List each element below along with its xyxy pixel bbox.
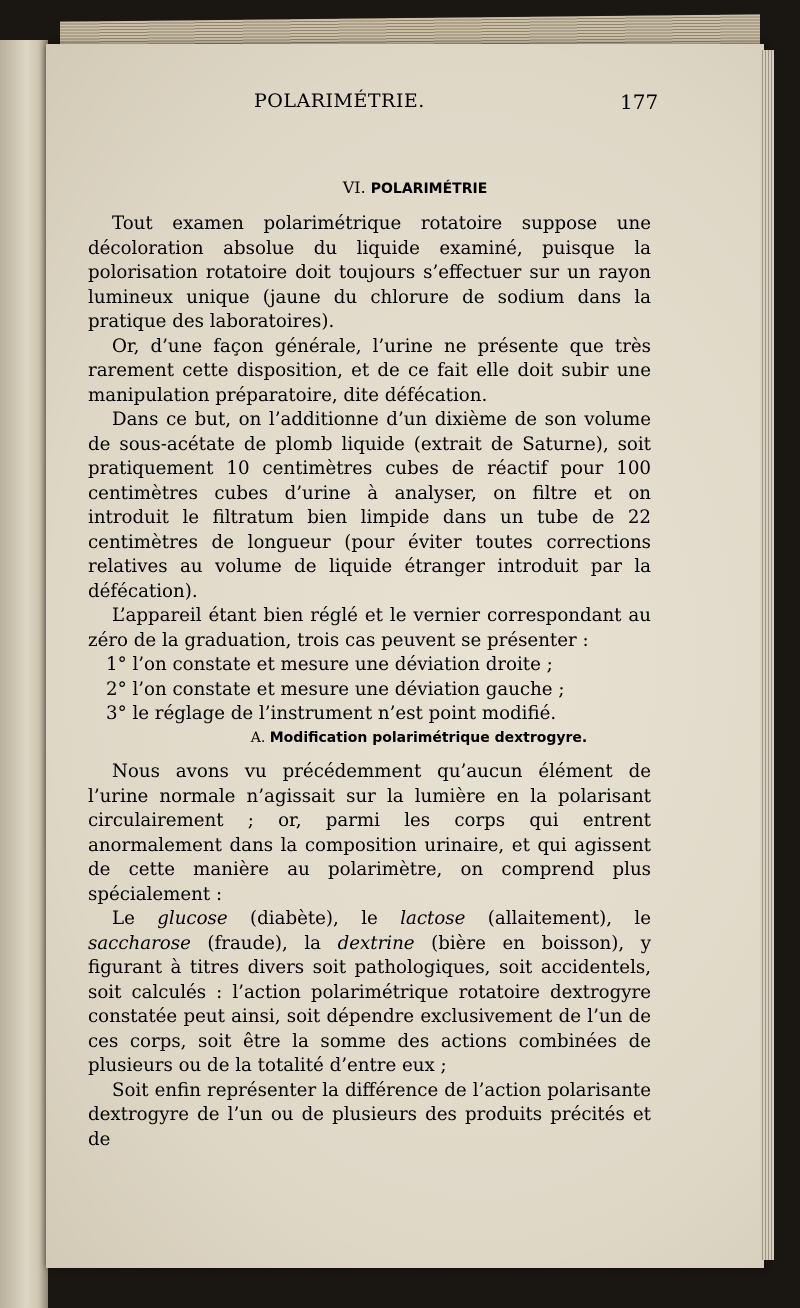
paragraph: Nous avons vu précédemment qu’aucun élément de l’urine normale n’agissait sur la lumière en la polarisant circulairement ; or, parmi les corps qui entrent anormalement dans la composition urinaire, et qui agissent de cette manière au polarimètre, on comprend plus spécialement : — [88, 761, 651, 905]
facing-page-edge — [0, 40, 48, 1308]
text-run: (fraude), la — [190, 932, 338, 954]
paragraph: L’appareil étant bien réglé et le vernier correspondant au zéro de la graduation, trois cas peuvent se présenter : — [88, 605, 651, 651]
case-item: 1° l’on constate et mesure une déviation droite ; — [106, 654, 553, 675]
term-saccharose: saccharose — [88, 932, 191, 954]
term-lactose: lactose — [400, 908, 466, 929]
term-dextrine: dextrine — [337, 932, 415, 954]
running-head: POLARIMÉTRIE. — [254, 90, 425, 112]
text-block-top — [88, 212, 651, 727]
paragraph: Dans ce but, on l’additionne d’un dixième de son volume de sous-acétate de plomb liquide (extrait de Saturne), soit pratiquement 10 centimètres cubes de réactif pour 100 centimètres cubes d’urine à analyser, on filtre et on introduit le filtratum bien limpide dans un tube de 22 centimètres de longueur (pour éviter toutes corrections relatives au volume de liquide étranger introduit par la défécation). — [88, 409, 651, 602]
section-heading: POLARIMÉTRIE — [370, 181, 488, 197]
text-block-bottom — [88, 760, 651, 1152]
page-number: 177 — [620, 90, 659, 114]
paragraph-substances — [88, 907, 651, 1079]
section-title — [0, 178, 800, 197]
paragraph: Soit enfin représenter la différence de l’action polarisante dextrogyre de l’un ou de plusieurs des produits précités et de — [88, 1079, 651, 1150]
subsection-title — [0, 730, 800, 746]
text-run: (allaitement), le — [465, 908, 651, 929]
text-run: (diabète), le — [227, 908, 401, 929]
subsection-heading: Modification polarimétrique dextrogyre. — [269, 730, 588, 746]
section-number: VI. — [342, 178, 366, 197]
case-item: 2° l’on constate et mesure une déviation gauche ; — [106, 678, 565, 700]
paragraph: Tout examen polarimétrique rotatoire suppose une décoloration absolue du liquide examiné, puisque la polorisation rotatoire doit toujours s’effectuer sur un rayon lumineux unique (jaune du chlorure de sodium dans la pratique des laboratoires). — [88, 213, 651, 332]
subsection-letter: A. — [250, 730, 266, 746]
text-run: (bière en boisson), y figurant à titres divers soit pathologiques, soit accidentels, soit calculés : l’action polarimétrique rotatoire dextrogyre constatée peut ainsi, soit dépendre exclusivement de l’un de ces corps, soit être la somme des actions combinées de plusieurs ou de la totalité d’entre eux ; — [88, 932, 651, 1076]
paragraph: Or, d’une façon générale, l’urine ne présente que très rarement cette disposition, et de ce fait elle doit subir une manipulation préparatoire, dite défécation. — [88, 335, 651, 406]
text-run: Le — [112, 908, 135, 929]
page-fore-edge — [760, 50, 774, 1260]
case-item: 3° le réglage de l’instrument n’est point modifié. — [106, 703, 557, 724]
term-glucose: glucose — [157, 908, 228, 929]
